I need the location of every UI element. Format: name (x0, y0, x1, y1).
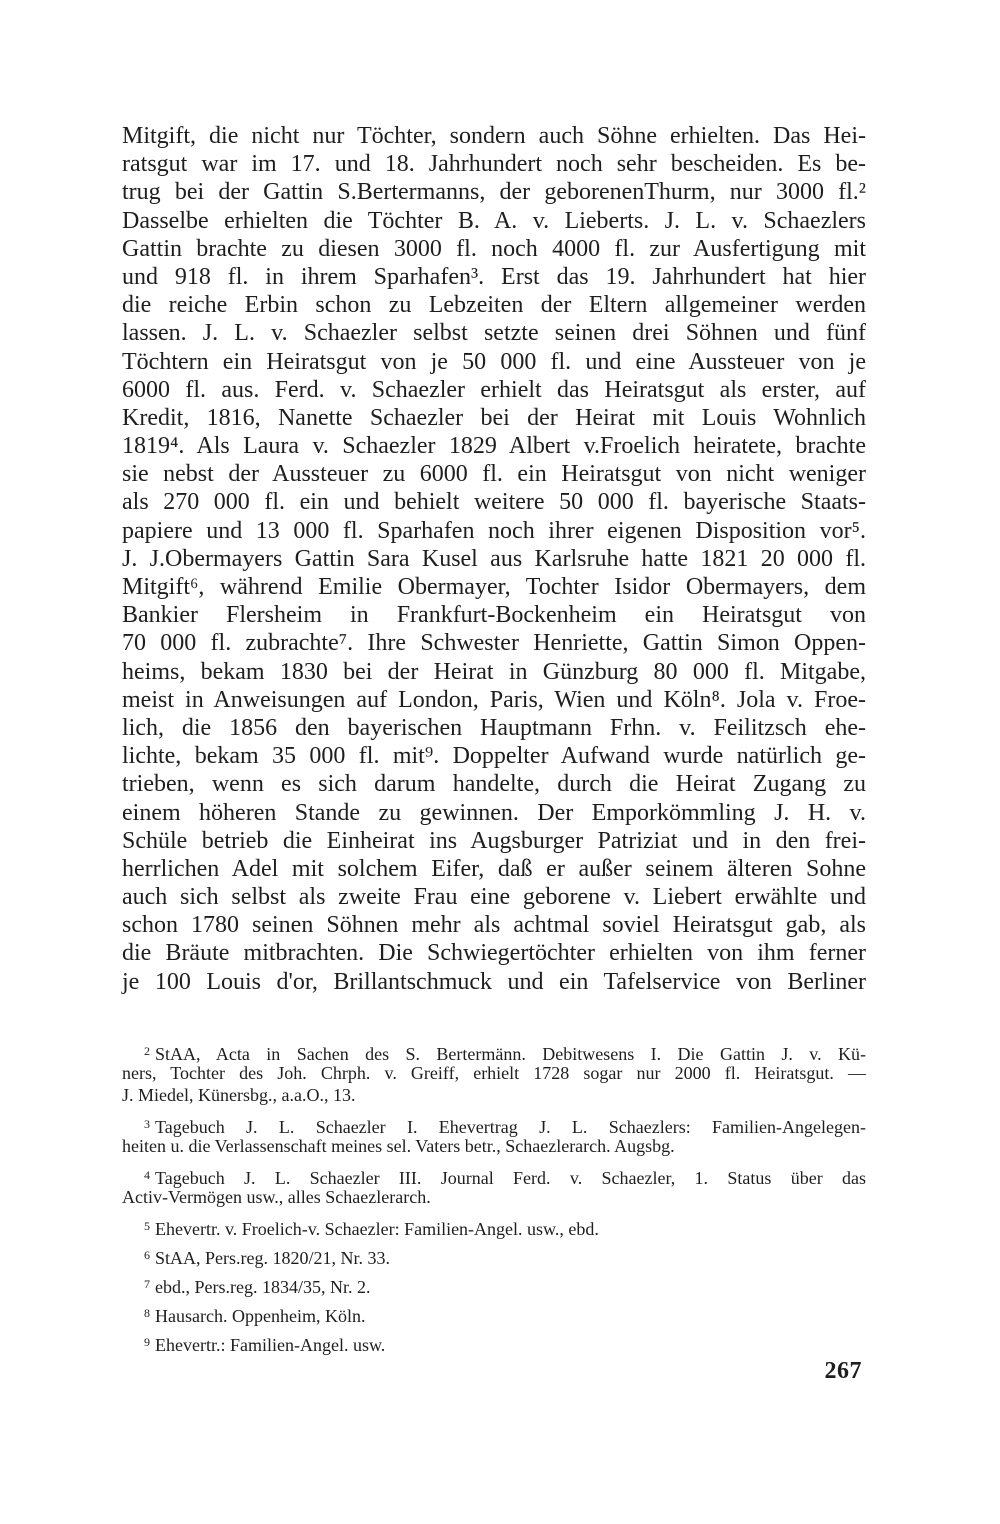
footnote-marker: 5 (144, 1219, 150, 1233)
footnote-line (122, 1113, 866, 1135)
body-line: lich, die 1856 den bayerischen Hauptmann Frhn. v. Feilitzsch ehe- (122, 714, 866, 741)
footnote-line: heiten u. die Verlassenschaft meines sel. Vaters betr., Schaezlerarch. Augsbg. (122, 1136, 675, 1156)
body-line: schon 1780 seinen Söhnen mehr als achtmal soviel Heiratsgut gab, als (122, 912, 866, 939)
body-line: Dasselbe erhielten die Töchter B. A. v. Lieberts. J. L. v. Schaezlers (122, 207, 866, 234)
footnote-marker: 3 (144, 1117, 150, 1131)
body-line: lassen. J. L. v. Schaezler selbst setzte seinen drei Söhnen und fünf (122, 320, 866, 347)
footnote-line (122, 1302, 866, 1324)
footnote-marker: 7 (144, 1277, 150, 1291)
body-line: Bankier Flersheim in Frankfurt-Bockenheim ein Heiratsgut von (122, 602, 866, 629)
footnote-text: Tagebuch J. L. Schaezler III. Journal Ferd. v. Schaezler, 1. Status über das (155, 1168, 866, 1188)
body-line: papiere und 13 000 fl. Sparhafen noch ihrer eigenen Disposition vor⁵. (122, 517, 866, 544)
body-line: Kredit, 1816, Nanette Schaezler bei der Heirat mit Louis Wohnlich (122, 404, 866, 431)
footnote-text: StAA, Acta in Sachen des S. Bertermänn. Debitwesens I. Die Gattin J. v. Kü- (155, 1044, 866, 1064)
footnote-line (122, 1215, 866, 1237)
footnote-text: Ehevertr. v. Froelich-v. Schaezler: Familien-Angel. usw., ebd. (155, 1219, 599, 1239)
footnote-line (122, 1331, 866, 1353)
footnote (122, 1113, 866, 1157)
body-line: die Bräute mitbrachten. Die Schwiegertöchter erhielten von ihm ferner (122, 940, 866, 967)
footnote (122, 1331, 866, 1353)
footnote (122, 1040, 866, 1106)
body-line: und 918 fl. in ihrem Sparhafen³. Erst das 19. Jahrhundert hat hier (122, 263, 866, 290)
footnote (122, 1215, 866, 1237)
body-line: Mitgift, die nicht nur Töchter, sondern auch Söhne erhielten. Das Hei- (122, 123, 866, 149)
footnote-line (122, 1040, 866, 1062)
body-line: Mitgift⁶, während Emilie Obermayer, Tochter Isidor Obermayers, dem (122, 574, 866, 600)
body-line: als 270 000 fl. ein und behielt weitere 50 000 fl. bayerische Staats- (122, 489, 866, 516)
footnote (122, 1244, 866, 1266)
body-line: Gattin brachte zu diesen 3000 fl. noch 4000 fl. zur Ausfertigung mit (122, 235, 866, 262)
footnote (122, 1164, 866, 1208)
body-line: meist in Anweisungen auf London, Paris, Wien und Köln⁸. Jola v. Froe- (122, 686, 866, 713)
footnote-marker: 4 (144, 1168, 150, 1182)
footnote-marker: 9 (144, 1335, 150, 1349)
body-line: herrlichen Adel mit solchem Eifer, daß er außer seinem älteren Sohne (122, 855, 866, 882)
body-line: trug bei der Gattin S.Bertermanns, der geborenenThurm, nur 3000 fl.² (122, 179, 866, 206)
body-line: sie nebst der Aussteuer zu 6000 fl. ein Heiratsgut von nicht weniger (122, 461, 866, 488)
footnote-text: Ehevertr.: Familien-Angel. usw. (155, 1335, 386, 1355)
footnote-text: Tagebuch J. L. Schaezler I. Ehevertrag J. L. Schaezlers: Familien-Angelegen- (155, 1117, 866, 1137)
body-text (122, 122, 866, 996)
footnote-line: J. Miedel, Künersbg., a.a.O., 13. (122, 1085, 356, 1105)
footnote-line (122, 1273, 866, 1295)
footnote-marker: 6 (144, 1248, 150, 1262)
footnote-line: Activ-Vermögen usw., alles Schaezlerarch. (122, 1187, 431, 1207)
footnote-line: ners, Tochter des Joh. Chrph. v. Greiff, erhielt 1728 sogar nur 2000 fl. Heiratsgut. — (122, 1063, 866, 1083)
body-line: ratsgut war im 17. und 18. Jahrhundert noch sehr bescheiden. Es be- (122, 151, 866, 178)
footnote-line (122, 1164, 866, 1186)
footnote (122, 1273, 866, 1295)
body-line: 70 000 fl. zubrachte⁷. Ihre Schwester Henriette, Gattin Simon Oppen- (122, 630, 866, 657)
body-line: die reiche Erbin schon zu Lebzeiten der Eltern allgemeiner werden (122, 292, 866, 319)
footnote-marker: 2 (144, 1044, 150, 1058)
body-line: 6000 fl. aus. Ferd. v. Schaezler erhielt das Heiratsgut als erster, auf (122, 376, 866, 403)
body-line: J. J.Obermayers Gattin Sara Kusel aus Karlsruhe hatte 1821 20 000 fl. (122, 545, 866, 572)
body-line: Töchtern ein Heiratsgut von je 50 000 fl. und eine Aussteuer von je (122, 348, 866, 375)
footnote-text: ebd., Pers.reg. 1834/35, Nr. 2. (155, 1277, 371, 1297)
footnote-marker: 8 (144, 1306, 150, 1320)
footnote (122, 1302, 866, 1324)
body-line: heims, bekam 1830 bei der Heirat in Günzburg 80 000 fl. Mitgabe, (122, 658, 866, 685)
body-line: je 100 Louis d'or, Brillantschmuck und ein Tafelservice von Berliner (122, 968, 866, 995)
footnote-text: Hausarch. Oppenheim, Köln. (155, 1306, 366, 1326)
page-number: 267 (824, 1358, 862, 1384)
body-line: Schüle betrieb die Einheirat ins Augsburger Patriziat und in den frei- (122, 827, 866, 854)
footnote-line (122, 1244, 866, 1266)
body-line: einem höheren Stande zu gewinnen. Der Emporkömmling J. H. v. (122, 799, 866, 826)
body-line: lichte, bekam 35 000 fl. mit⁹. Doppelter Aufwand wurde natürlich ge- (122, 743, 866, 770)
footnotes (122, 1040, 866, 1360)
body-line: trieben, wenn es sich darum handelte, durch die Heirat Zugang zu (122, 771, 866, 798)
body-line: 1819⁴. Als Laura v. Schaezler 1829 Albert v.Froelich heiratete, brachte (122, 433, 866, 460)
footnote-text: StAA, Pers.reg. 1820/21, Nr. 33. (155, 1248, 390, 1268)
body-line: auch sich selbst als zweite Frau eine geborene v. Liebert erwählte und (122, 884, 866, 911)
